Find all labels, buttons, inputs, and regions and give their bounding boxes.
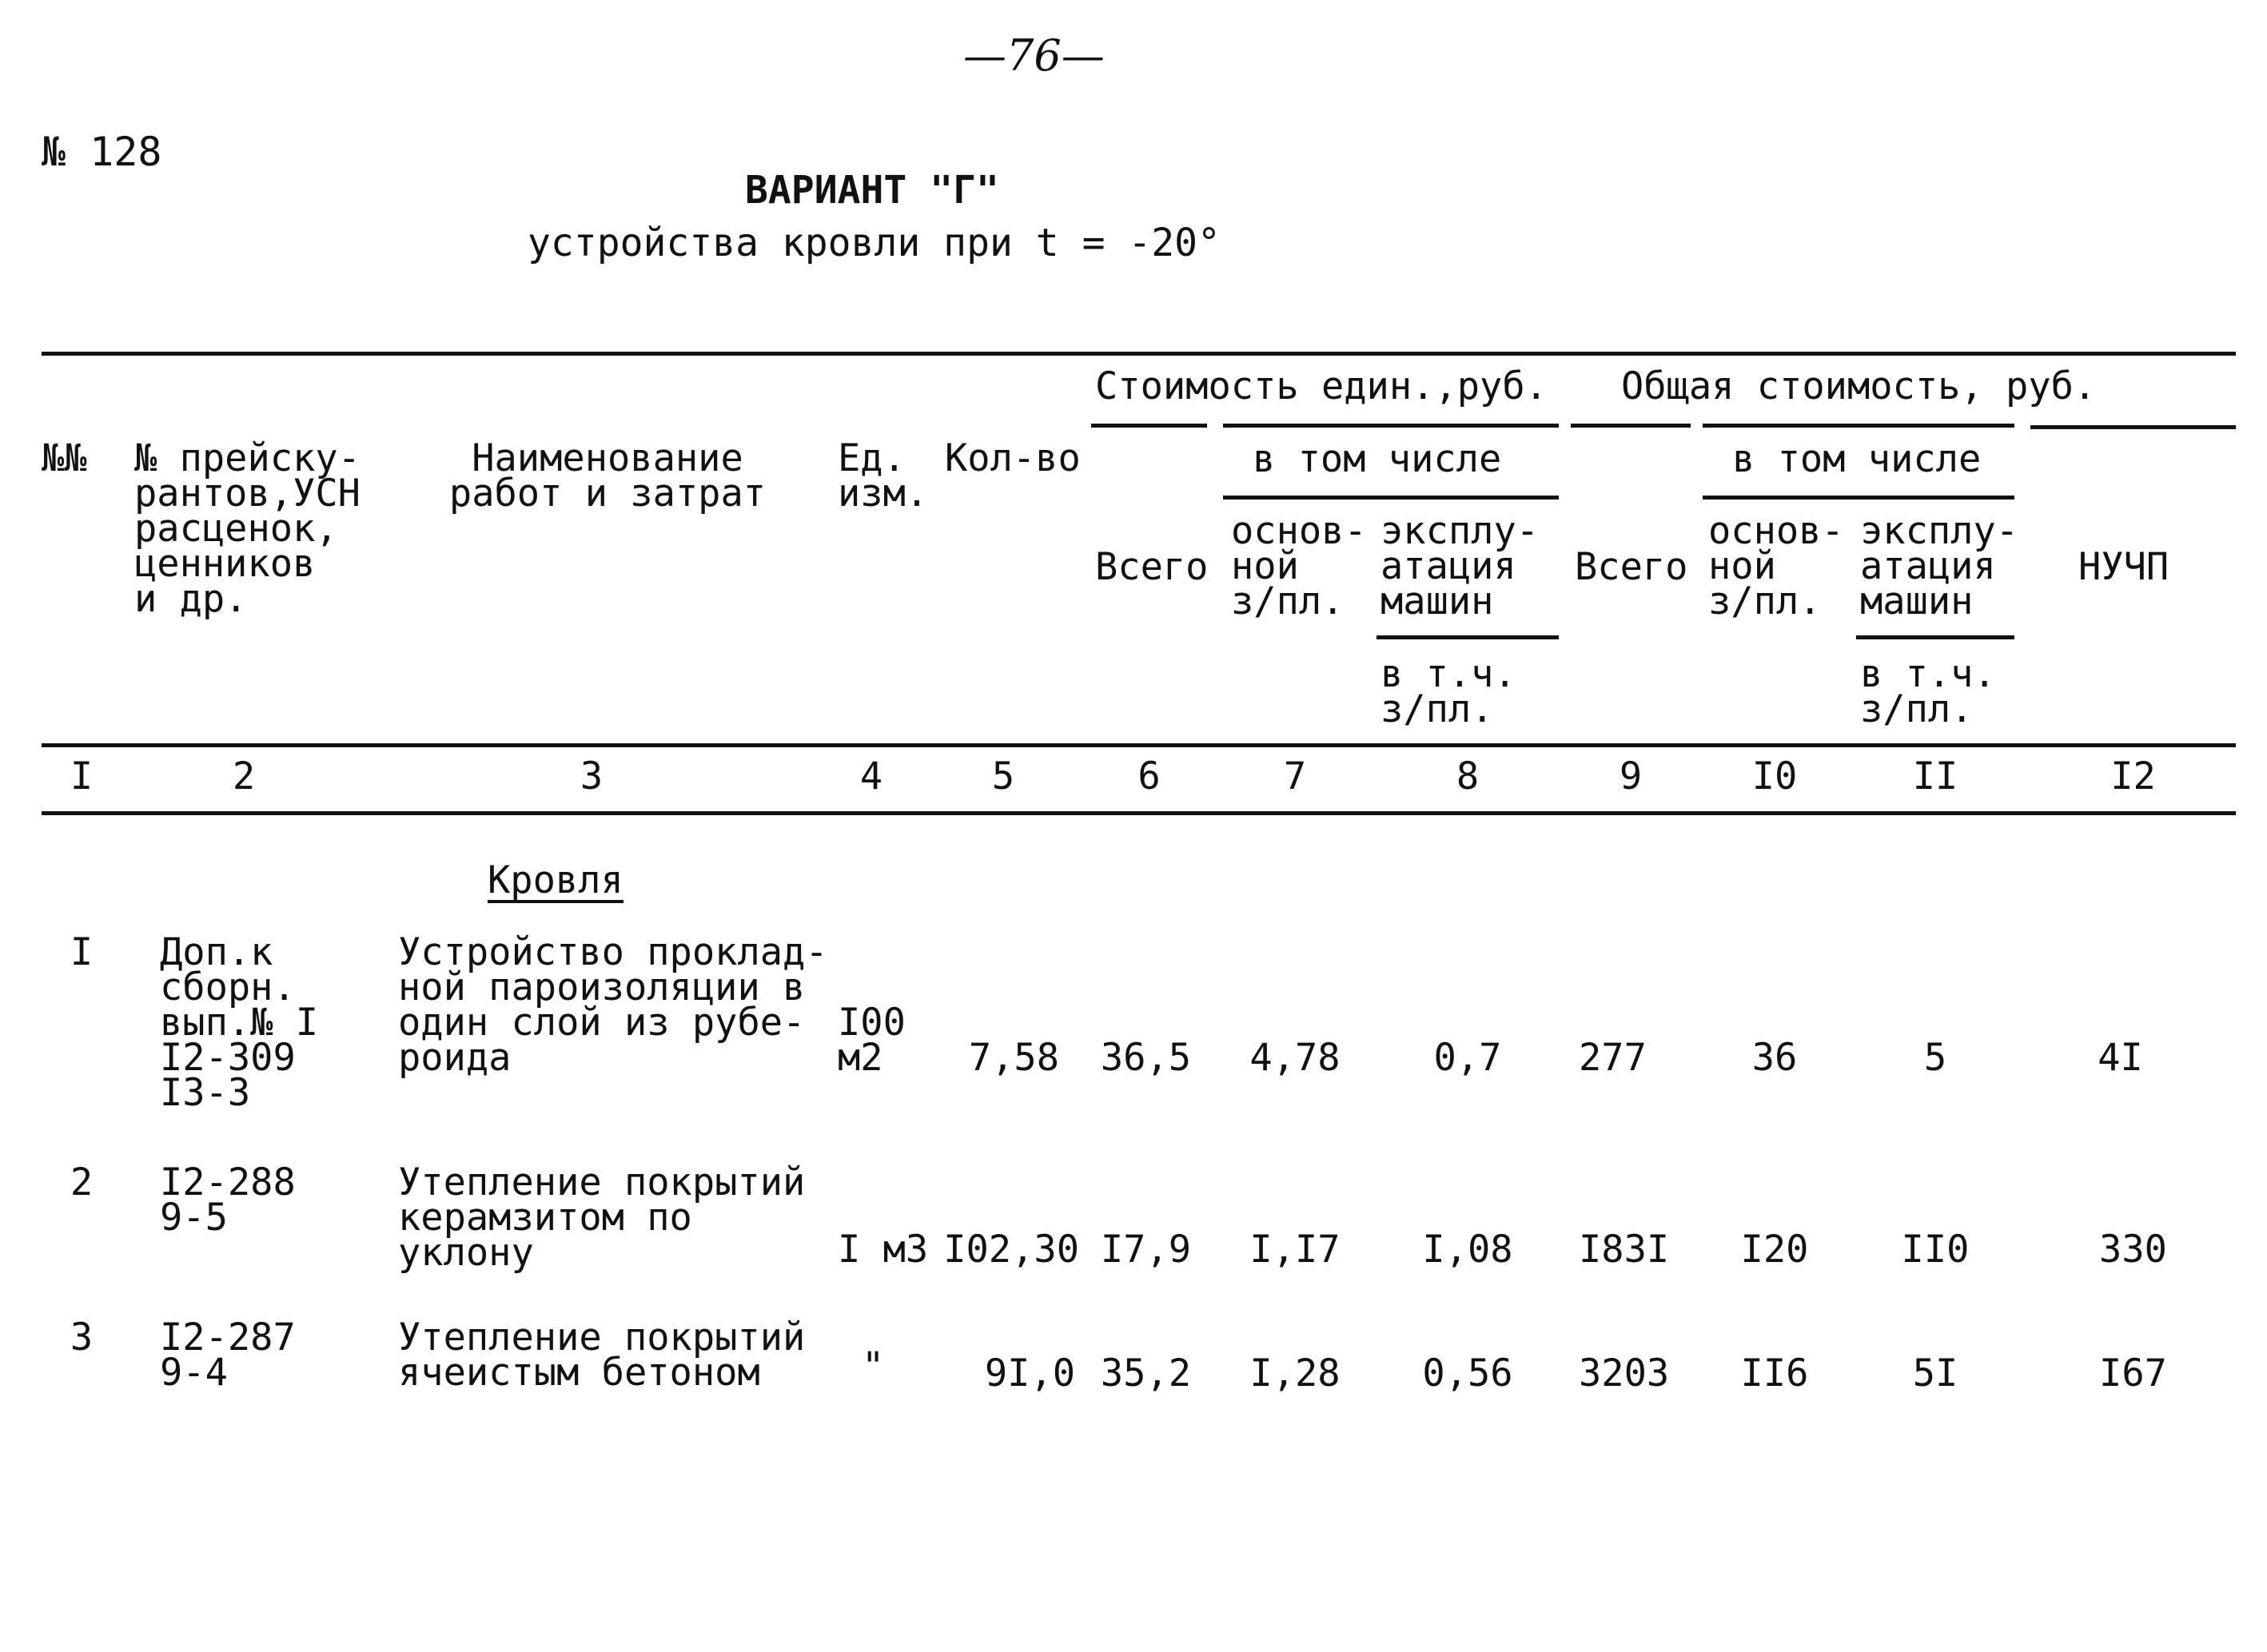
header-total-cost: Общая стоимость, руб. [1621,364,2097,408]
rule-cost-group [1091,424,1207,428]
row-code: I2-288 9-5 [160,1160,296,1240]
row-total-machines: 5I [1912,1351,1958,1395]
row-unit-machines: 0,56 [1422,1351,1513,1395]
header-total-wage: основ- ной з/пл. [1708,509,1844,623]
rule-cost-group [1223,424,1559,428]
header-total-sum: Всего [1575,545,1688,589]
rule-total-group [2030,425,2236,429]
rule-total-group [1703,424,2014,428]
section-heading: Кровля [488,858,624,902]
header-work-name: Наименование работ и затрат [448,436,767,516]
column-number: 5 [991,754,1015,798]
row-name: Утепление покрытий ячеистым бетоном [398,1316,806,1395]
header-unit-wage: основ- ной з/пл. [1231,509,1367,623]
rule-header-bottom [42,743,2236,747]
column-number: II [1912,754,1958,798]
column-number: 7 [1283,754,1307,798]
header-unit: Ед. изм. [838,436,929,516]
rule-incl-unit [1223,496,1559,500]
rule-total-group [1571,424,1691,428]
row-number: 3 [70,1316,94,1359]
row-unit-total: 36,5 [1100,1036,1191,1080]
column-number: I [70,754,94,798]
row-total-machines: II0 [1901,1228,1970,1272]
row-total-sum: 277 [1579,1036,1647,1080]
row-unit: I м3 [838,1228,929,1272]
row-unit-wage: I,I7 [1249,1228,1341,1272]
column-number: 4 [859,754,883,798]
column-number: 2 [232,754,256,798]
header-unit-machines-wage: в т.ч. з/пл. [1381,652,1516,731]
row-code: I2-287 9-4 [160,1316,296,1395]
row-unit-total: I7,9 [1100,1228,1191,1272]
document-mark: № 128 [42,129,162,175]
row-unit-wage: I,28 [1249,1351,1341,1395]
page-subtitle: устройства кровли при t = -20° [528,221,1221,265]
row-name: Утепление покрытий керамзитом по уклону [398,1160,806,1275]
header-unit-cost: Стоимость един.,руб. [1095,364,1548,408]
column-number: 3 [580,754,604,798]
column-number: 9 [1619,754,1643,798]
rule-top [42,352,2236,356]
row-quantity: 7,58 [968,1036,1059,1080]
header-total-machines: эксплу- атация машин [1860,509,2019,623]
row-number: I [70,930,94,974]
rule-machine-total [1856,635,2014,639]
row-unit: " [862,1344,885,1388]
rule-machine-unit [1377,635,1559,639]
header-incl-unit: в том числе [1253,437,1502,481]
row-unit-wage: 4,78 [1249,1036,1341,1080]
column-number: 6 [1137,754,1161,798]
row-total-wage: 36 [1751,1036,1798,1080]
header-total-machines-wage: в т.ч. з/пл. [1860,652,1996,731]
column-number: 8 [1456,754,1480,798]
page-title: ВАРИАНТ "Г" [745,168,999,213]
row-code: Доп.к сборн. вып.№ I I2-309 I3-3 [160,930,319,1115]
row-total-machines: 5 [1923,1036,1947,1080]
row-unit-machines: I,08 [1422,1228,1513,1272]
row-overhead: I67 [2099,1351,2167,1395]
header-price-list-code: № прейску- рантов,УСН расценок, ценников и др. [134,436,361,621]
header-unit-machines: эксплу- атация машин [1381,509,1540,623]
header-incl-total: в том числе [1732,437,1982,481]
row-total-wage: II6 [1740,1351,1809,1395]
rule-incl-total [1703,496,2014,500]
row-total-sum: 3203 [1579,1351,1670,1395]
header-quantity: Кол-во [945,436,1081,480]
header-overhead: НУЧП [2078,545,2169,589]
row-number: 2 [70,1160,94,1204]
page-number: —76— [963,30,1105,81]
row-overhead: 330 [2099,1228,2167,1272]
row-unit-total: 35,2 [1100,1351,1191,1395]
rule-numbers-bottom [42,811,2236,815]
row-unit: I00 м2 [838,1001,906,1080]
header-number: №№ [42,436,87,480]
row-overhead: 4I [2098,1036,2143,1080]
row-total-wage: I20 [1740,1228,1809,1272]
header-unit-total: Всего [1095,545,1209,589]
row-quantity: 9I,0 [984,1351,1075,1395]
column-number: I2 [2110,754,2156,798]
column-number: I0 [1751,754,1798,798]
row-total-sum: I83I [1579,1228,1670,1272]
row-name: Устройство проклад- ной пароизоляции в один слой из рубе- роида [398,930,828,1080]
row-quantity: I02,30 [943,1228,1079,1272]
row-unit-machines: 0,7 [1433,1036,1502,1080]
